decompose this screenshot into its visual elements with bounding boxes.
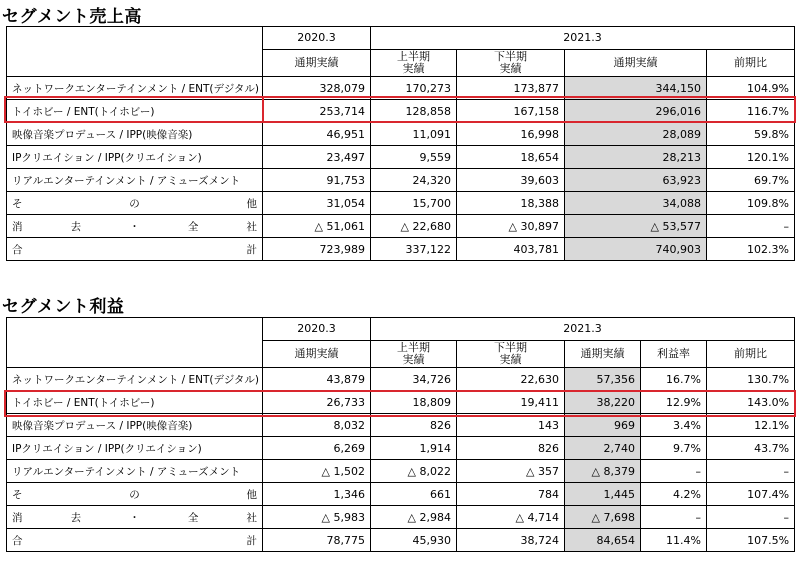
table-row [7, 238, 795, 261]
value-cell: 1,445 [565, 483, 641, 506]
value-cell: 143 [457, 414, 565, 437]
value-cell: 337,122 [371, 238, 457, 261]
table-row [7, 437, 795, 460]
column-header: 上半期 実績 [371, 50, 457, 77]
value-cell: 18,654 [457, 146, 565, 169]
value-cell: 143.0% [707, 391, 795, 414]
value-cell: 78,775 [263, 529, 371, 552]
value-cell: 69.7% [707, 169, 795, 192]
value-cell: 63,923 [565, 169, 707, 192]
table-row [7, 169, 795, 192]
value-cell: – [641, 506, 707, 529]
row-label: リアルエンターテインメント / アミューズメント [7, 460, 263, 483]
row-label [7, 483, 263, 506]
table-row [7, 414, 795, 437]
row-label-text: 合 計 [12, 534, 257, 547]
table-row [7, 215, 795, 238]
value-cell: 31,054 [263, 192, 371, 215]
table-row [7, 483, 795, 506]
value-cell: △ 2,984 [371, 506, 457, 529]
value-cell: 15,700 [371, 192, 457, 215]
value-cell: △ 8,022 [371, 460, 457, 483]
value-cell: 57,356 [565, 368, 641, 391]
value-cell: △ 53,577 [565, 215, 707, 238]
value-cell: 170,273 [371, 77, 457, 100]
row-label-text: そ の 他 [12, 488, 257, 501]
column-header: 前期比 [707, 341, 795, 368]
value-cell: 104.9% [707, 77, 795, 100]
value-cell: 1,914 [371, 437, 457, 460]
value-cell: △ 1,502 [263, 460, 371, 483]
row-label: トイホビー / ENT(トイホビー) [7, 100, 263, 123]
sales-title: セグメント売上高 [2, 7, 142, 27]
value-cell: 39,603 [457, 169, 565, 192]
value-cell: 3.4% [641, 414, 707, 437]
column-header: 下半期 実績 [457, 341, 565, 368]
table-row [7, 391, 795, 414]
value-cell: 107.4% [707, 483, 795, 506]
value-cell: 403,781 [457, 238, 565, 261]
sales-table [6, 26, 795, 261]
header-blank-cell [7, 341, 263, 368]
row-label-text: 消 去 ・ 全 社 [12, 511, 257, 524]
table-row [7, 146, 795, 169]
row-label-text: 消 去 ・ 全 社 [12, 220, 257, 233]
column-header-row [7, 341, 795, 368]
value-cell: 740,903 [565, 238, 707, 261]
value-cell: 91,753 [263, 169, 371, 192]
value-cell: 11,091 [371, 123, 457, 146]
row-label [7, 529, 263, 552]
value-cell: △ 22,680 [371, 215, 457, 238]
profit-title: セグメント利益 [2, 297, 125, 317]
row-label: IPクリエイション / IPP(クリエイション) [7, 437, 263, 460]
value-cell: 253,714 [263, 100, 371, 123]
value-cell: 43,879 [263, 368, 371, 391]
value-cell: 6,269 [263, 437, 371, 460]
value-cell: 43.7% [707, 437, 795, 460]
value-cell: 23,497 [263, 146, 371, 169]
row-label: 映像音楽プロデュース / IPP(映像音楽) [7, 123, 263, 146]
value-cell: 18,388 [457, 192, 565, 215]
value-cell: 84,654 [565, 529, 641, 552]
value-cell: 11.4% [641, 529, 707, 552]
table-row [7, 123, 795, 146]
value-cell: △ 4,714 [457, 506, 565, 529]
column-header: 通期実績 [565, 50, 707, 77]
value-cell: 826 [457, 437, 565, 460]
column-header: 通期実績 [565, 341, 641, 368]
header-blank-cell [7, 27, 263, 50]
value-cell: △ 357 [457, 460, 565, 483]
value-cell: 128,858 [371, 100, 457, 123]
header-blank-cell [7, 318, 263, 341]
value-cell: 12.1% [707, 414, 795, 437]
value-cell: 18,809 [371, 391, 457, 414]
row-label-text: 合 計 [12, 243, 257, 256]
row-label: IPクリエイション / IPP(クリエイション) [7, 146, 263, 169]
table-row [7, 460, 795, 483]
value-cell: 344,150 [565, 77, 707, 100]
period-prev: 2020.3 [263, 27, 371, 50]
value-cell: 784 [457, 483, 565, 506]
table-row [7, 529, 795, 552]
value-cell: 28,213 [565, 146, 707, 169]
value-cell: 328,079 [263, 77, 371, 100]
row-label [7, 238, 263, 261]
column-header: 通期実績 [263, 50, 371, 77]
row-label [7, 215, 263, 238]
period-header-row [7, 318, 795, 341]
column-header-row [7, 50, 795, 77]
value-cell: 46,951 [263, 123, 371, 146]
value-cell: △ 51,061 [263, 215, 371, 238]
value-cell: 107.5% [707, 529, 795, 552]
value-cell: 38,724 [457, 529, 565, 552]
column-header: 上半期 実績 [371, 341, 457, 368]
period-prev: 2020.3 [263, 318, 371, 341]
column-header: 通期実績 [263, 341, 371, 368]
period-cur: 2021.3 [371, 27, 795, 50]
value-cell: 24,320 [371, 169, 457, 192]
value-cell: 130.7% [707, 368, 795, 391]
table-row [7, 368, 795, 391]
period-header-row [7, 27, 795, 50]
row-label: リアルエンターテインメント / アミューズメント [7, 169, 263, 192]
value-cell: 116.7% [707, 100, 795, 123]
row-label: ネットワークエンターテインメント / ENT(デジタル) [7, 368, 263, 391]
value-cell: 9,559 [371, 146, 457, 169]
value-cell: – [707, 506, 795, 529]
value-cell: 19,411 [457, 391, 565, 414]
value-cell: 167,158 [457, 100, 565, 123]
value-cell: 16.7% [641, 368, 707, 391]
table-row [7, 192, 795, 215]
value-cell: 26,733 [263, 391, 371, 414]
header-blank-cell [7, 50, 263, 77]
value-cell: 22,630 [457, 368, 565, 391]
value-cell: 9.7% [641, 437, 707, 460]
value-cell: △ 7,698 [565, 506, 641, 529]
value-cell: 12.9% [641, 391, 707, 414]
column-header: 下半期 実績 [457, 50, 565, 77]
row-label [7, 506, 263, 529]
row-label: ネットワークエンターテインメント / ENT(デジタル) [7, 77, 263, 100]
row-label: トイホビー / ENT(トイホビー) [7, 391, 263, 414]
value-cell: 109.8% [707, 192, 795, 215]
row-label-text: そ の 他 [12, 197, 257, 210]
table-row [7, 506, 795, 529]
value-cell: 969 [565, 414, 641, 437]
value-cell: 4.2% [641, 483, 707, 506]
value-cell: 38,220 [565, 391, 641, 414]
value-cell: 28,089 [565, 123, 707, 146]
value-cell: 296,016 [565, 100, 707, 123]
value-cell: 2,740 [565, 437, 641, 460]
column-header: 前期比 [707, 50, 795, 77]
value-cell: 8,032 [263, 414, 371, 437]
profit-table [6, 317, 795, 552]
value-cell: 173,877 [457, 77, 565, 100]
row-label: 映像音楽プロデュース / IPP(映像音楽) [7, 414, 263, 437]
value-cell: 45,930 [371, 529, 457, 552]
value-cell: – [707, 215, 795, 238]
period-cur: 2021.3 [371, 318, 795, 341]
row-label [7, 192, 263, 215]
value-cell: – [641, 460, 707, 483]
value-cell: 16,998 [457, 123, 565, 146]
value-cell: 120.1% [707, 146, 795, 169]
table-row [7, 100, 795, 123]
value-cell: 34,726 [371, 368, 457, 391]
value-cell: 1,346 [263, 483, 371, 506]
value-cell: 102.3% [707, 238, 795, 261]
value-cell: 723,989 [263, 238, 371, 261]
value-cell: – [707, 460, 795, 483]
value-cell: 661 [371, 483, 457, 506]
value-cell: △ 8,379 [565, 460, 641, 483]
value-cell: 34,088 [565, 192, 707, 215]
value-cell: 59.8% [707, 123, 795, 146]
column-header: 利益率 [641, 341, 707, 368]
value-cell: △ 30,897 [457, 215, 565, 238]
value-cell: △ 5,983 [263, 506, 371, 529]
value-cell: 826 [371, 414, 457, 437]
table-row [7, 77, 795, 100]
